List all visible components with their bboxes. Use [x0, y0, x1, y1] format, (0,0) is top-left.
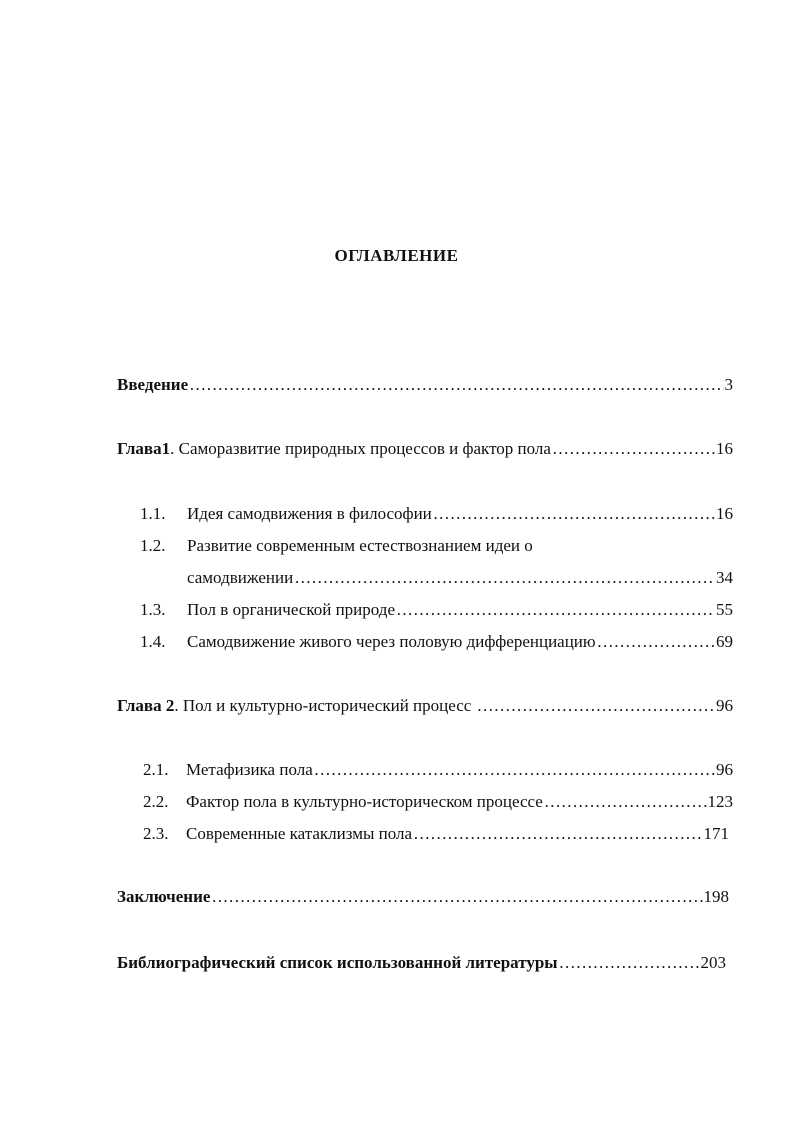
toc-entry-label: Заключение [117, 887, 211, 906]
toc-section-1-1 [140, 504, 733, 524]
leader-dots [477, 696, 715, 716]
toc-chapter-title: . Саморазвитие природных процессов и фактор пола [170, 439, 551, 458]
leader-dots [189, 375, 723, 395]
section-label: Пол в органической природе [187, 600, 395, 619]
toc-chapter-title: . Пол и культурно-исторический процесс [174, 696, 476, 715]
page-title: ОГЛАВЛЕНИЕ [334, 246, 459, 265]
toc-section-2-3 [143, 824, 729, 844]
toc-section-1-2 [140, 536, 733, 556]
toc-page-number: 198 [703, 887, 729, 906]
toc-section-1-2-continued [187, 568, 733, 588]
section-label-continued: самодвижении [187, 568, 294, 587]
toc-entry-chapter2 [117, 696, 733, 716]
toc-entry-label: Введение [117, 375, 189, 394]
toc-page-number: 171 [703, 824, 729, 843]
section-label: Развитие современным естествознанием идеи о [187, 536, 533, 555]
section-label: Фактор пола в культурно-историческом процессе [186, 792, 543, 811]
toc-page-number: 16 [716, 504, 733, 523]
leader-dots [294, 568, 715, 588]
section-number: 2.1. [143, 760, 169, 779]
toc-entry-intro [117, 375, 733, 395]
toc-page-number: 123 [707, 792, 733, 811]
toc-page-number: 96 [716, 696, 733, 715]
section-number: 2.3. [143, 824, 169, 843]
toc-section-1-4 [140, 632, 733, 652]
section-label: Идея самодвижения в философии [187, 504, 432, 523]
toc-entry-bibliography [117, 953, 726, 973]
section-number: 1.2. [140, 536, 166, 555]
toc-page-number: 203 [700, 953, 726, 972]
section-label: Современные катаклизмы пола [186, 824, 413, 843]
leader-dots [314, 760, 715, 780]
toc-entry-label: Библиографический список использованной литературы [117, 953, 558, 972]
section-label: Самодвижение живого через половую дифференциацию [187, 632, 596, 651]
leader-dots [211, 887, 702, 907]
toc-page-number: 3 [724, 375, 733, 394]
section-number: 2.2. [143, 792, 169, 811]
toc-section-2-1 [143, 760, 733, 780]
toc-page-number: 55 [716, 600, 733, 619]
toc-chapter-label: Глава 2 [117, 696, 175, 715]
toc-page-number: 96 [716, 760, 733, 779]
toc-page-number: 69 [716, 632, 733, 651]
leader-dots [552, 439, 715, 459]
section-number: 1.4. [140, 632, 166, 651]
leader-dots [396, 600, 715, 620]
toc-entry-chapter1 [117, 439, 733, 459]
section-label: Метафизика пола [186, 760, 313, 779]
toc-section-1-3 [140, 600, 733, 620]
toc-page-number: 16 [716, 439, 733, 458]
section-number: 1.1. [140, 504, 166, 523]
leader-dots [433, 504, 715, 524]
leader-dots [597, 632, 715, 652]
toc-entry-conclusion [117, 887, 729, 907]
toc-section-2-2 [143, 792, 733, 812]
leader-dots [559, 953, 700, 973]
section-number: 1.3. [140, 600, 166, 619]
leader-dots [413, 824, 702, 844]
toc-chapter-label: Глава1 [117, 439, 171, 458]
toc-page-number: 34 [716, 568, 733, 587]
leader-dots [544, 792, 707, 812]
